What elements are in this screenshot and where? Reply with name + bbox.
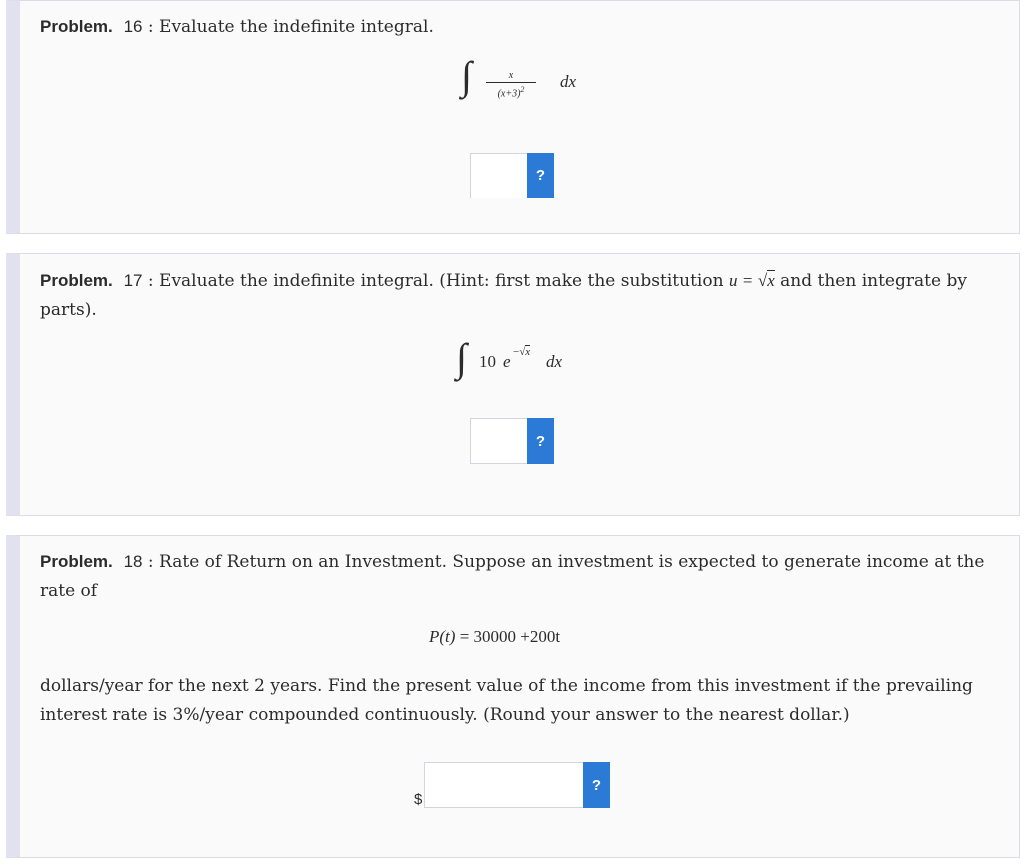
fraction-numerator: x <box>508 70 514 81</box>
integral-expression <box>461 55 581 111</box>
fraction-bar <box>486 82 536 83</box>
answer-input[interactable] <box>470 153 528 198</box>
problem-number: 17 <box>123 271 143 290</box>
formula-rhs: 30000 +200t <box>473 627 561 646</box>
problem-text: Evaluate the indefinite integral. (Hint: first make the substitution <box>159 271 724 291</box>
denominator-power: 2 <box>520 85 525 94</box>
problem-16-card <box>6 0 1020 234</box>
formula-equals: = <box>459 627 470 646</box>
problem-18-continuation: dollars/year for the next 2 years. Find the present value of the income from this investment if the prevailing interest rate is 3%/year compounded continuously. (Round your answer to the nearest dollar.) <box>40 676 973 725</box>
integrand-base: e <box>503 352 511 371</box>
problem-18-statement <box>40 547 989 606</box>
problem-text: Rate of Return on an Investment. Suppose an investment is expected to generate income at the rate of <box>40 552 985 601</box>
hint-tail: and then integrate by parts). <box>40 271 967 320</box>
problem-label: Problem. <box>40 271 113 290</box>
integral-sign: ∫ <box>456 335 467 380</box>
problem-17-card <box>6 253 1020 516</box>
problem-18-card <box>6 535 1020 858</box>
differential: dx <box>560 72 577 91</box>
integrand-exponent: −√x <box>513 346 531 358</box>
problem-separator: : <box>147 17 154 37</box>
sqrt-argument: x <box>767 271 775 290</box>
problem-separator: : <box>147 552 154 572</box>
help-button[interactable]: ? <box>527 153 554 198</box>
answer-input[interactable] <box>424 762 584 808</box>
help-button[interactable]: ? <box>527 418 554 464</box>
hint-equals: = <box>742 271 753 290</box>
fraction <box>486 70 536 100</box>
problem-number: 18 <box>123 552 143 571</box>
problem-16-statement <box>40 12 989 42</box>
exponent-sign: − <box>513 346 520 358</box>
fraction-denominator <box>486 84 536 100</box>
answer-input[interactable] <box>470 418 528 464</box>
problem-number: 16 <box>123 17 143 36</box>
integrand-coefficient: 10 <box>479 352 496 371</box>
problem-separator: : <box>147 271 154 291</box>
rate-formula <box>429 624 560 650</box>
problem-text: Evaluate the indefinite integral. <box>159 17 434 37</box>
problem-label: Problem. <box>40 17 113 36</box>
exponent-root-arg: x <box>525 346 531 358</box>
formula-lhs: P(t) <box>429 627 456 646</box>
currency-symbol: $ <box>414 791 423 808</box>
problem-17-statement <box>40 266 989 325</box>
denominator-base: (x+3) <box>497 88 521 100</box>
integral-sign: ∫ <box>461 53 472 98</box>
problem-label: Problem. <box>40 552 113 571</box>
help-button[interactable]: ? <box>583 762 610 808</box>
hint-variable: u <box>728 271 738 290</box>
differential: dx <box>546 352 563 371</box>
integral-expression <box>456 336 596 386</box>
hint-sqrt: √x <box>757 271 775 290</box>
